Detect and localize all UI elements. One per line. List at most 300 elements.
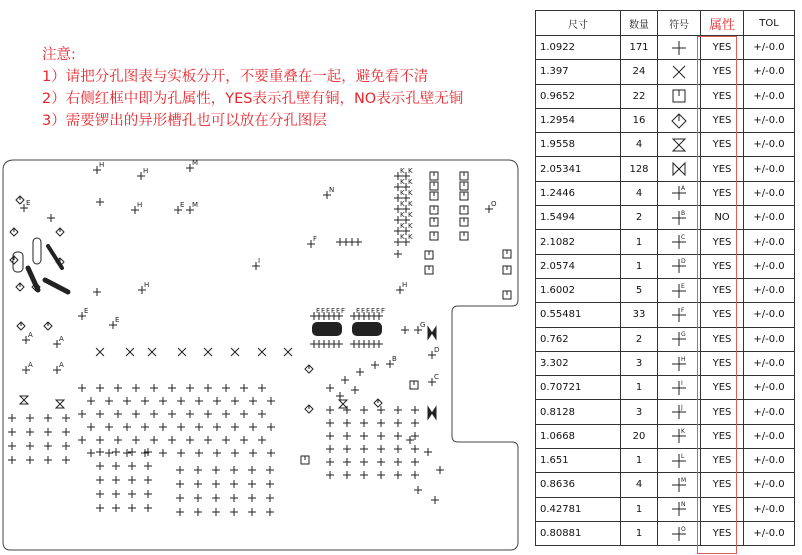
drill-hole-label: K: [400, 189, 405, 197]
drill-hole-plus: [360, 471, 368, 479]
drill-hole-label: H: [143, 167, 149, 175]
drill-attr: YES: [701, 376, 744, 400]
drill-tol: +/-0.0: [744, 84, 795, 108]
drill-hole-label: A: [28, 331, 33, 339]
drill-hole-plus: [267, 397, 275, 405]
drill-hole-label: K: [408, 200, 413, 208]
drill-hole-label: H: [99, 161, 105, 169]
drill-qty: 22: [621, 84, 658, 108]
slot-hole: [48, 246, 62, 268]
drill-hole-plus: [78, 384, 86, 392]
drill-hole-plus: [222, 410, 230, 418]
drill-hole-plus: [123, 449, 131, 457]
drill-tol: +/-0.0: [744, 133, 795, 157]
connector-pad: [352, 322, 382, 336]
drill-row: [536, 449, 795, 473]
drill-hole-plus: [375, 340, 383, 348]
drill-hole-diamond: [56, 228, 64, 236]
drill-row: [536, 303, 795, 327]
svg-text:I: I: [681, 379, 683, 387]
board-outline: [3, 160, 518, 550]
drill-hole-plus: [411, 458, 419, 466]
drill-hole-plus: [231, 449, 239, 457]
drill-symbol-icon: [658, 521, 701, 545]
drill-hole-plus: [62, 456, 70, 464]
drill-symbol-icon: [658, 230, 701, 254]
drill-hole-label: E: [26, 199, 31, 207]
drill-hole-diamond: [10, 256, 18, 264]
drill-hole-plus: [326, 458, 334, 466]
drill-hole-plus: [411, 471, 419, 479]
drill-attr: YES: [701, 36, 744, 60]
drill-size: 0.762: [536, 327, 621, 351]
drill-hole-box: [460, 192, 468, 200]
drill-hole-plus: [128, 448, 136, 456]
svg-text:A: A: [681, 185, 686, 193]
drill-hole-plus: [204, 436, 212, 444]
drill-attr: YES: [701, 133, 744, 157]
drill-hole-plus: [62, 428, 70, 436]
drill-attr: YES: [701, 497, 744, 521]
drill-hole-plus: [341, 376, 349, 384]
drill-symbol-icon: [658, 278, 701, 302]
drill-hole-plus: [414, 486, 422, 494]
drill-hole-plus: [44, 414, 52, 422]
drill-hole-label: K: [400, 178, 405, 186]
drill-attr: YES: [701, 108, 744, 132]
drill-hole-x: [126, 348, 134, 356]
drill-hole-plus: [356, 368, 364, 376]
drill-tol: +/-0.0: [744, 157, 795, 181]
drill-hole-plus: [343, 432, 351, 440]
drill-hole-plus: [96, 198, 104, 206]
drill-hole-box: [301, 456, 309, 464]
drill-size: 1.2954: [536, 108, 621, 132]
drill-hole-plus: [176, 480, 184, 488]
drill-size: 1.2446: [536, 181, 621, 205]
drill-hole-label: E: [180, 201, 185, 209]
drill-qty: 4: [621, 473, 658, 497]
drill-hole-x: [258, 348, 266, 356]
drill-hole-plus: [114, 384, 122, 392]
drill-hole-plus: [168, 410, 176, 418]
drill-qty: 24: [621, 60, 658, 84]
drill-tol: +/-0.0: [744, 230, 795, 254]
drill-hole-plus: [44, 428, 52, 436]
drill-hole-plus: [222, 436, 230, 444]
drill-attr: YES: [701, 157, 744, 181]
drill-hole-plus: [258, 384, 266, 392]
drill-hole-label: K: [408, 178, 413, 186]
drill-hole-plus: [411, 432, 419, 440]
drill-hole-plus: [377, 419, 385, 427]
drill-hole-plus: [377, 432, 385, 440]
drill-hole-box: [430, 218, 438, 226]
drill-hole-label: M: [192, 159, 199, 167]
drill-hole-box: [430, 206, 438, 214]
drill-size: 2.0574: [536, 254, 621, 278]
drill-hole-hourglass: [20, 396, 28, 404]
drill-row: [536, 36, 795, 60]
drill-hole-diamond: [16, 283, 24, 291]
drill-tol: +/-0.0: [744, 303, 795, 327]
drill-size: 1.0668: [536, 424, 621, 448]
drill-hole-plus: [424, 448, 432, 456]
svg-text:D: D: [681, 258, 686, 266]
drill-hole-plus: [377, 445, 385, 453]
svg-text:N: N: [681, 501, 686, 509]
drill-hole-label: A: [59, 335, 64, 343]
drill-hole-plus: [96, 436, 104, 444]
drill-symbol-icon: [658, 376, 701, 400]
drill-hole-plus: [26, 414, 34, 422]
drill-hole-plus: [360, 458, 368, 466]
drill-qty: 171: [621, 36, 658, 60]
drill-symbol-icon: [658, 36, 701, 60]
drill-qty: 1: [621, 521, 658, 545]
drill-hole-plus: [266, 480, 274, 488]
drill-hole-label: F: [371, 307, 376, 315]
drill-hole-box: [460, 206, 468, 214]
drill-hole-plus: [8, 442, 16, 450]
drill-hole-plus: [194, 480, 202, 488]
drill-row: [536, 108, 795, 132]
drill-hole-label: F: [341, 307, 346, 315]
drill-hole-plus: [394, 471, 402, 479]
drill-hole-plus: [26, 456, 34, 464]
drill-hole-plus: [44, 456, 52, 464]
drill-row: [536, 278, 795, 302]
drill-size: 1.397: [536, 60, 621, 84]
drill-tol: +/-0.0: [744, 181, 795, 205]
slot-hole: [33, 238, 41, 264]
drill-qty: 2: [621, 327, 658, 351]
drill-hole-plus: [128, 490, 136, 498]
drill-hole-plus: [141, 397, 149, 405]
drill-qty: 33: [621, 303, 658, 327]
drill-symbol-icon: [658, 303, 701, 327]
drill-tol: +/-0.0: [744, 521, 795, 545]
drill-symbol-icon: [658, 84, 701, 108]
drill-hole-label: B: [392, 355, 397, 363]
drill-row: [536, 206, 795, 230]
drill-hole-plus: [411, 445, 419, 453]
drill-symbol-icon: [658, 254, 701, 278]
drill-row: [536, 60, 795, 84]
drill-hole-label: K: [408, 222, 413, 230]
drill-row: [536, 230, 795, 254]
drill-size: 0.70721: [536, 376, 621, 400]
drill-attr: NO: [701, 206, 744, 230]
drill-hole-plus: [44, 442, 52, 450]
drill-attr: YES: [701, 60, 744, 84]
drill-hole-plus: [78, 410, 86, 418]
drill-symbol-icon: [658, 449, 701, 473]
drill-hole-plus: [212, 480, 220, 488]
drill-hole-plus: [240, 410, 248, 418]
drill-hole-plus: [112, 476, 120, 484]
drill-hole-label: F: [381, 307, 386, 315]
drill-hole-plus: [360, 419, 368, 427]
drill-hole-plus: [336, 392, 344, 400]
drill-qty: 16: [621, 108, 658, 132]
drill-hole-label: G: [420, 321, 426, 329]
drill-hole-label: F: [361, 307, 366, 315]
drill-hole-plus: [230, 466, 238, 474]
svg-text:L: L: [681, 452, 685, 460]
drill-hole-label: F: [316, 307, 321, 315]
drill-qty: 1: [621, 497, 658, 521]
drill-size: 2.05341: [536, 157, 621, 181]
drill-hole-plus: [371, 361, 379, 369]
svg-text:F: F: [681, 306, 685, 314]
drill-attr: YES: [701, 327, 744, 351]
drill-attr: YES: [701, 449, 744, 473]
note-line-1: 1）请把分孔图表与实板分开，不要重叠在一起，避免看不清: [42, 69, 429, 85]
drill-hole-label: K: [400, 222, 405, 230]
drill-hole-box: [430, 192, 438, 200]
drill-symbol-icon: [658, 473, 701, 497]
drill-hole-plus: [150, 384, 158, 392]
drill-hole-box: [460, 172, 468, 180]
drill-hole-plus: [326, 406, 334, 414]
drill-size: 1.9558: [536, 133, 621, 157]
drill-hole-label: H: [402, 281, 408, 289]
drill-tol: +/-0.0: [744, 473, 795, 497]
drill-hole-plus: [186, 384, 194, 392]
drill-symbol-icon: [658, 181, 701, 205]
drill-size: 1.651: [536, 449, 621, 473]
drill-attr: YES: [701, 521, 744, 545]
drill-size: 1.5494: [536, 206, 621, 230]
svg-text:M: M: [681, 476, 687, 484]
drill-hole-plus: [141, 423, 149, 431]
drill-size: 0.9652: [536, 84, 621, 108]
drill-hole-plus: [132, 410, 140, 418]
drill-hole-plus: [436, 466, 444, 474]
drill-hole-label: K: [400, 200, 405, 208]
drill-hole-box: [460, 232, 468, 240]
drill-hole-label: I: [258, 257, 261, 265]
drill-hole-plus: [204, 410, 212, 418]
drill-hole-plus: [186, 436, 194, 444]
drill-hole-plus: [343, 458, 351, 466]
drill-hole-plus: [105, 423, 113, 431]
drill-hole-plus: [105, 397, 113, 405]
drill-hole-plus: [230, 494, 238, 502]
drill-hole-plus: [212, 494, 220, 502]
drill-hole-plus: [249, 423, 257, 431]
drill-hole-label: F: [321, 307, 326, 315]
drill-hole-plus: [87, 449, 95, 457]
drill-hole-plus: [128, 504, 136, 512]
drill-attr: YES: [701, 278, 744, 302]
drill-hole-plus: [266, 494, 274, 502]
drill-hole-plus: [195, 397, 203, 405]
drill-attr: YES: [701, 473, 744, 497]
drill-qty: 20: [621, 424, 658, 448]
drill-hole-plus: [144, 490, 152, 498]
drill-hole-label: K: [400, 167, 405, 175]
drill-size: 3.302: [536, 351, 621, 375]
drill-hole-plus: [343, 406, 351, 414]
drill-hole-diamond: [374, 399, 382, 407]
drill-hole-plus: [159, 397, 167, 405]
drill-hole-box: [410, 381, 418, 389]
drill-qty: 128: [621, 157, 658, 181]
drill-hole-plus: [360, 406, 368, 414]
drill-tol: +/-0.0: [744, 108, 795, 132]
drill-hole-plus: [96, 448, 104, 456]
drill-row: [536, 424, 795, 448]
drill-hole-plus: [168, 384, 176, 392]
drill-hole-box: [425, 266, 433, 274]
drill-hole-plus: [150, 436, 158, 444]
drill-hole-plus: [326, 445, 334, 453]
drill-qty: 4: [621, 181, 658, 205]
drill-hole-plus: [47, 214, 55, 222]
header-tol: TOL: [744, 11, 795, 36]
drill-hole-plus: [411, 406, 419, 414]
drill-hole-plus: [132, 436, 140, 444]
drill-hole-label: E: [84, 307, 89, 315]
drill-hole-plus: [326, 384, 334, 392]
drill-hole-plus: [186, 410, 194, 418]
drill-hole-plus: [62, 442, 70, 450]
drill-hole-plus: [26, 428, 34, 436]
drill-hole-label: K: [408, 233, 413, 241]
drill-qty: 3: [621, 351, 658, 375]
drill-hole-plus: [96, 462, 104, 470]
drill-attr: YES: [701, 303, 744, 327]
drill-symbol-icon: [658, 108, 701, 132]
drill-table: [535, 10, 795, 546]
drill-qty: 1: [621, 254, 658, 278]
drill-hole-plus: [394, 419, 402, 427]
drill-row: [536, 327, 795, 351]
drill-attr: YES: [701, 400, 744, 424]
drill-tol: +/-0.0: [744, 376, 795, 400]
drill-hole-plus: [204, 384, 212, 392]
drill-hole-plus: [360, 432, 368, 440]
drill-hole-bowtie: [428, 327, 436, 339]
drill-hole-plus: [258, 410, 266, 418]
drill-hole-plus: [8, 428, 16, 436]
drill-hole-plus: [431, 496, 439, 504]
drill-hole-label: F: [326, 307, 331, 315]
drill-hole-plus: [177, 423, 185, 431]
drill-hole-plus: [212, 508, 220, 516]
drill-hole-plus: [8, 414, 16, 422]
drill-hole-plus: [150, 410, 158, 418]
drill-hole-x: [231, 348, 239, 356]
drill-hole-plus: [168, 436, 176, 444]
drill-hole-plus: [26, 442, 34, 450]
drill-hole-hourglass: [56, 400, 64, 408]
header-size: 尺寸: [536, 11, 621, 36]
drill-hole-plus: [123, 397, 131, 405]
drill-hole-plus: [354, 238, 362, 246]
drill-hole-box: [425, 251, 433, 259]
drill-hole-box: [503, 291, 511, 299]
drill-hole-label: K: [408, 211, 413, 219]
drill-symbol-icon: [658, 133, 701, 157]
drill-hole-plus: [248, 480, 256, 488]
drill-size: 1.0922: [536, 36, 621, 60]
drill-hole-bowtie: [428, 407, 436, 419]
drill-hole-label: F: [356, 307, 361, 315]
drill-hole-label: F: [336, 307, 341, 315]
drill-tol: +/-0.0: [744, 206, 795, 230]
drill-hole-plus: [248, 508, 256, 516]
drill-hole-plus: [96, 410, 104, 418]
notes-title: 注意:: [42, 47, 76, 63]
drill-hole-plus: [96, 476, 104, 484]
drill-hole-plus: [343, 471, 351, 479]
drill-hole-plus: [144, 462, 152, 470]
connector-pad: [312, 322, 342, 336]
drill-hole-plus: [112, 462, 120, 470]
drill-hole-label: H: [144, 281, 150, 289]
drill-size: 0.8128: [536, 400, 621, 424]
drill-hole-label: D: [434, 346, 440, 354]
drill-hole-plus: [230, 508, 238, 516]
drill-hole-plus: [335, 340, 343, 348]
drill-hole-plus: [343, 445, 351, 453]
drill-hole-plus: [267, 423, 275, 431]
drill-hole-plus: [248, 466, 256, 474]
drill-hole-plus: [249, 449, 257, 457]
drill-symbol-icon: [658, 157, 701, 181]
drill-hole-label: A: [59, 361, 64, 369]
svg-text:O: O: [681, 525, 686, 533]
drill-hole-plus: [212, 466, 220, 474]
drill-hole-plus: [394, 445, 402, 453]
drill-hole-diamond: [305, 405, 313, 413]
drill-tol: +/-0.0: [744, 424, 795, 448]
drill-hole-plus: [394, 406, 402, 414]
drill-row: [536, 400, 795, 424]
drill-hole-label: F: [331, 307, 336, 315]
drill-hole-plus: [195, 423, 203, 431]
drill-hole-plus: [128, 476, 136, 484]
drill-size: 0.8636: [536, 473, 621, 497]
header-symbol: 符号: [658, 11, 701, 36]
drill-hole-label: F: [376, 307, 381, 315]
drill-tol: +/-0.0: [744, 278, 795, 302]
drill-qty: 1: [621, 376, 658, 400]
drill-size: 0.55481: [536, 303, 621, 327]
drill-attr: YES: [701, 230, 744, 254]
drill-hole-plus: [87, 423, 95, 431]
slot-hole: [45, 280, 68, 292]
drill-hole-plus: [230, 480, 238, 488]
drill-hole-plus: [144, 476, 152, 484]
drill-hole-label: K: [408, 189, 413, 197]
drill-hole-plus: [144, 504, 152, 512]
drill-row: [536, 473, 795, 497]
drill-symbol-icon: [658, 206, 701, 230]
drill-hole-plus: [360, 445, 368, 453]
drill-hole-plus: [377, 471, 385, 479]
drill-hole-diamond: [17, 322, 25, 330]
drill-hole-plus: [326, 419, 334, 427]
drill-hole-label: C: [434, 373, 439, 381]
drill-hole-plus: [213, 449, 221, 457]
drill-hole-plus: [112, 490, 120, 498]
svg-text:C: C: [681, 234, 686, 242]
drill-hole-plus: [194, 508, 202, 516]
